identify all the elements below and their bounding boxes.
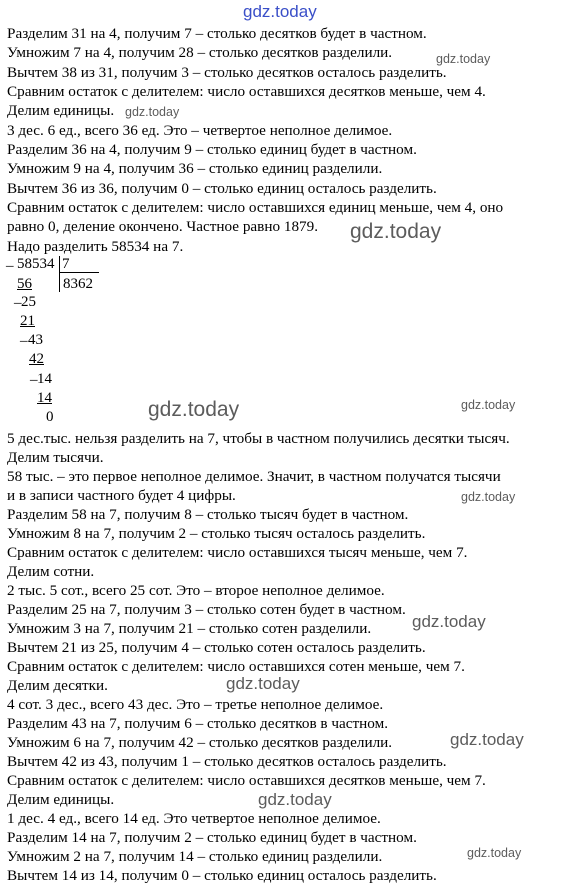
text-line: Делим единицы. — [7, 102, 115, 119]
text-line: Умножим 8 на 7, получим 2 – столько тысяч осталось разделить. — [7, 525, 426, 542]
text-line: Делим тысячи. — [7, 449, 104, 466]
division-row: 14 — [37, 371, 52, 387]
text-line: Сравним остаток с делителем: число оставшихся единиц меньше, чем 4, оно — [7, 199, 504, 216]
watermark: gdz.today — [258, 790, 332, 809]
division-row: 25 — [21, 294, 36, 310]
text-line: Сравним остаток с делителем: число оставшихся десятков меньше, чем 4. — [7, 83, 486, 100]
division-row: 0 — [46, 409, 54, 425]
text-line: Умножим 9 на 4, получим 36 – столько единиц разделили. — [7, 160, 383, 177]
watermark-top: gdz.today — [243, 2, 317, 21]
text-line: Умножим 3 на 7, получим 21 – столько сотен разделили. — [7, 620, 372, 637]
text-line: Умножим 2 на 7, получим 14 – столько единиц разделили. — [7, 848, 383, 865]
text-line: и в записи частного будет 4 цифры. — [7, 487, 236, 504]
division-minus-sign: _ — [20, 328, 28, 344]
division-divisor-line — [60, 272, 99, 273]
text-line: Разделим 31 на 4, получим 7 – столько десятков будет в частном. — [7, 25, 427, 42]
text-line: Надо разделить 58534 на 7. — [7, 238, 184, 255]
text-line: Разделим 43 на 7, получим 6 – столько десятков в частном. — [7, 715, 388, 732]
division-row: 43 — [28, 332, 43, 348]
watermark: gdz.today — [350, 220, 442, 243]
division-minus-sign: _ — [14, 290, 22, 306]
text-line: Вычтем 14 из 14, получим 0 – столько единиц осталось разделить. — [7, 867, 437, 884]
division-dividend: 58534 — [17, 256, 55, 272]
text-line: Разделим 36 на 4, получим 9 – столько единиц будет в частном. — [7, 141, 417, 158]
text-line: Умножим 6 на 7, получим 42 – столько десятков разделили. — [7, 734, 393, 751]
text-line: Сравним остаток с делителем: число оставшихся десятков меньше, чем 7. — [7, 772, 486, 789]
watermark: gdz.today — [450, 730, 524, 749]
text-line: 1 дес. 4 ед., всего 14 ед. Это четвертое неполное делимое. — [7, 810, 381, 827]
division-row: 21 — [20, 313, 35, 329]
watermark: gdz.today — [412, 612, 486, 631]
watermark: gdz.today — [226, 674, 300, 693]
text-line: Делим единицы. — [7, 791, 115, 808]
text-line: 58 тыс. – это первое неполное делимое. Значит, в частном получатся тысячи — [7, 468, 501, 485]
division-minus-sign: _ — [6, 253, 14, 269]
text-line: 5 дес.тыс. нельзя разделить на 7, чтобы в частном получились десятки тысяч. — [7, 430, 510, 447]
text-line: Разделим 58 на 7, получим 8 – столько тысяч будет в частном. — [7, 506, 409, 523]
text-line: Разделим 25 на 7, получим 3 – столько сотен будет в частном. — [7, 601, 406, 618]
division-divisor: 7 — [62, 256, 70, 272]
division-row: 14 — [37, 390, 52, 406]
text-line: 2 тыс. 5 сот., всего 25 сот. Это – второе неполное делимое. — [7, 582, 385, 599]
watermark: gdz.today — [461, 490, 516, 504]
text-line: Разделим 14 на 7, получим 2 – столько единиц будет в частном. — [7, 829, 417, 846]
text-line: Вычтем 36 из 36, получим 0 – столько единиц осталось разделить. — [7, 180, 437, 197]
watermark: gdz.today — [148, 398, 240, 421]
division-vertical-line — [59, 256, 60, 292]
text-line: Умножим 7 на 4, получим 28 – столько десятков разделили. — [7, 44, 393, 61]
text-line: 3 дес. 6 ед., всего 36 ед. Это – четвертое неполное делимое. — [7, 122, 393, 139]
division-row: 56 — [17, 276, 32, 292]
watermark: gdz.today — [467, 846, 522, 860]
division-minus-sign: _ — [30, 367, 38, 383]
text-line: Вычтем 42 из 43, получим 1 – столько десятков осталось разделить. — [7, 753, 447, 770]
division-row: 42 — [29, 351, 44, 367]
text-line: Сравним остаток с делителем: число оставшихся сотен меньше, чем 7. — [7, 658, 465, 675]
text-line: Вычтем 21 из 25, получим 4 – столько сотен осталось разделить. — [7, 639, 426, 656]
text-line: Делим сотни. — [7, 563, 95, 580]
watermark: gdz.today — [436, 52, 491, 66]
text-line: 4 сот. 3 дес., всего 43 дес. Это – третье неполное делимое. — [7, 696, 384, 713]
text-line: Сравним остаток с делителем: число оставшихся тысяч меньше, чем 7. — [7, 544, 468, 561]
text-line: Делим десятки. — [7, 677, 108, 694]
text-line: Вычтем 38 из 31, получим 3 – столько десятков осталось разделить. — [7, 64, 447, 81]
watermark: gdz.today — [125, 105, 180, 119]
division-quotient: 8362 — [63, 276, 93, 292]
watermark: gdz.today — [461, 398, 516, 412]
text-line: равно 0, деление окончено. Частное равно 1879. — [7, 218, 319, 235]
